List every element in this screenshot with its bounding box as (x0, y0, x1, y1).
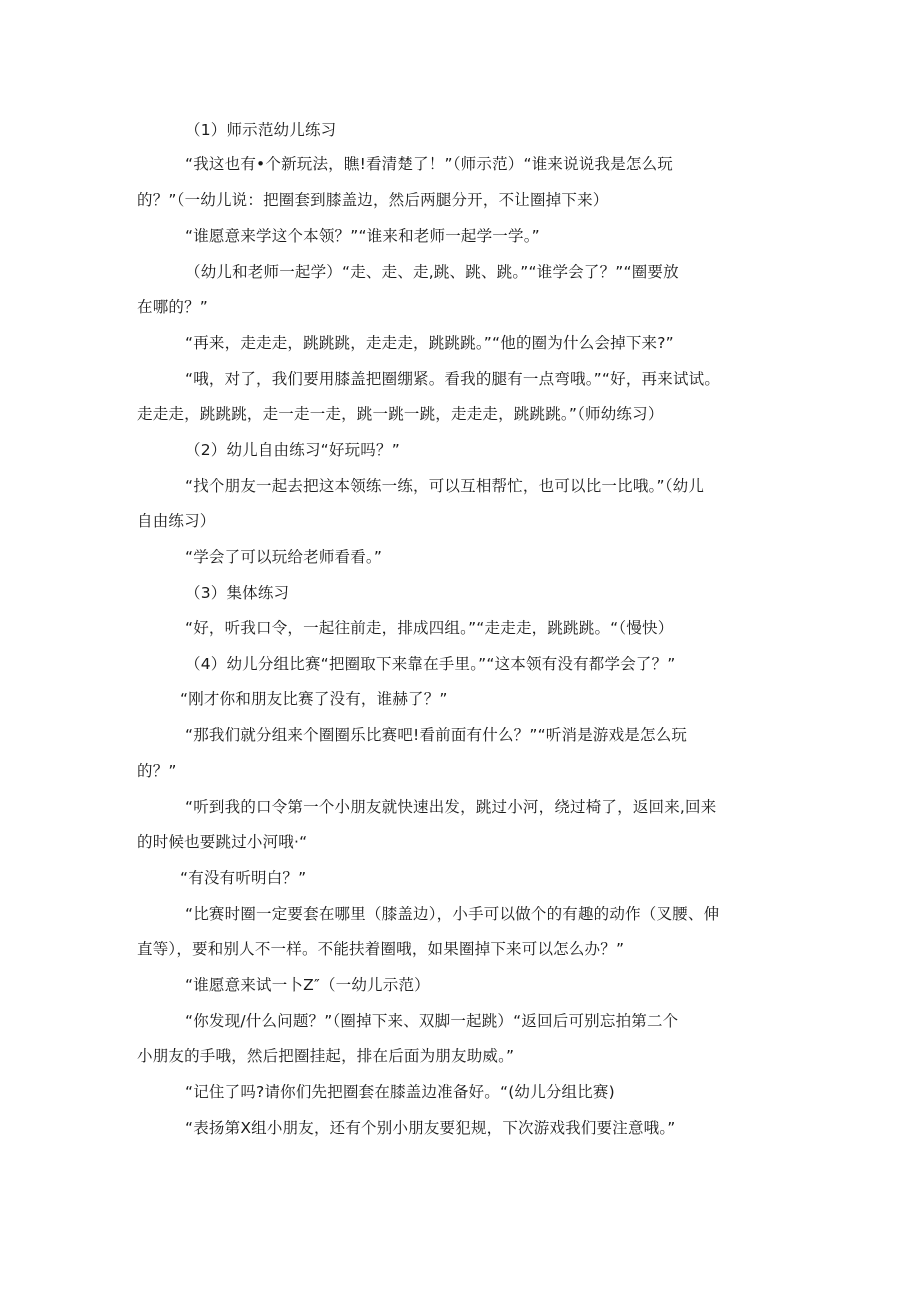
text-line: （4）幼儿分组比赛“把圈取下来靠在手里。”“这本领有没有都学会了？” (185, 655, 676, 673)
text-line: “哦，对了，我们要用膝盖把圈绷紧。看我的腿有一点弯哦。”“好，再来试试。 (185, 370, 721, 388)
text-line: 直等），要和别人不一样。不能扶着圈哦，如果圈掉下来可以怎么办？” (137, 940, 625, 958)
text-line: （幼儿和老师一起学）“走、走、走,跳、跳、跳。”“谁学会了？”“圈要放 (185, 263, 679, 281)
text-line: （3）集体练习 (185, 584, 290, 602)
text-line: “找个朋友一起去把这本领练一练，可以互相帮忙，也可以比一比哦。”（幼儿 (185, 477, 705, 495)
text-line: 小朋友的手哦，然后把圈挂起，排在后面为朋友助威。” (137, 1047, 515, 1065)
text-line: “刚才你和朋友比赛了没有，谁赫了？” (180, 690, 448, 708)
text-line: “再来，走走走，跳跳跳，走走走，跳跳跳。”“他的圈为什么会掉下来?” (185, 334, 674, 352)
text-line: “表扬第X组小朋友，还有个别小朋友要犯规，下次游戏我们要注意哦。” (185, 1119, 676, 1137)
text-line: 的？” (137, 762, 177, 780)
text-line: 的时候也要跳过小河哦·“ (137, 833, 308, 851)
text-line: （1）师示范幼儿练习 (185, 121, 337, 139)
text-line: “比赛时圈一定要套在哪里（膝盖边），小手可以做个的有趣的动作（叉腰、伸 (185, 905, 720, 923)
text-line: “谁愿意来试一卜Z″（一幼儿示范） (185, 976, 430, 994)
text-line: “记住了吗?请你们先把圈套在膝盖边准备好。“(幼儿分组比赛) (185, 1083, 615, 1101)
text-line: 走走走，跳跳跳，走一走一走，跳一跳一跳，走走走，跳跳跳。”（师幼练习） (137, 405, 664, 423)
text-line: “好，听我口令，一起往前走，排成四组。”“走走走，跳跳跳。“（慢快） (185, 619, 674, 637)
text-line: “我这也有•个新玩法，瞧!看清楚了！”（师示范）“谁来说说我是怎么玩 (185, 155, 673, 173)
text-line: “谁愿意来学这个本领？”“谁来和老师一起学一学。” (185, 227, 540, 245)
text-line: “听到我的口令第一个小朋友就快速出发，跳过小河，绕过椅了，返回来,回来 (185, 798, 717, 816)
text-line: 的？”（一幼儿说：把圈套到膝盖边，然后两腿分开，不让圈掉下来） (137, 191, 609, 209)
text-line: 在哪的？” (137, 298, 209, 316)
text-line: “有没有听明白？” (180, 869, 307, 887)
text-line: “学会了可以玩给老师看看。” (185, 548, 383, 566)
text-line: “你发现/什么问题？”（圈掉下来、双脚一起跳）“返回后可别忘拍第二个 (185, 1012, 679, 1030)
text-line: “那我们就分组来个圈圈乐比赛吧!看前面有什么？”“听消是游戏是怎么玩 (185, 726, 688, 744)
text-line: （2）幼儿自由练习“好玩吗？” (185, 441, 400, 459)
text-line: 自由练习） (137, 512, 216, 530)
